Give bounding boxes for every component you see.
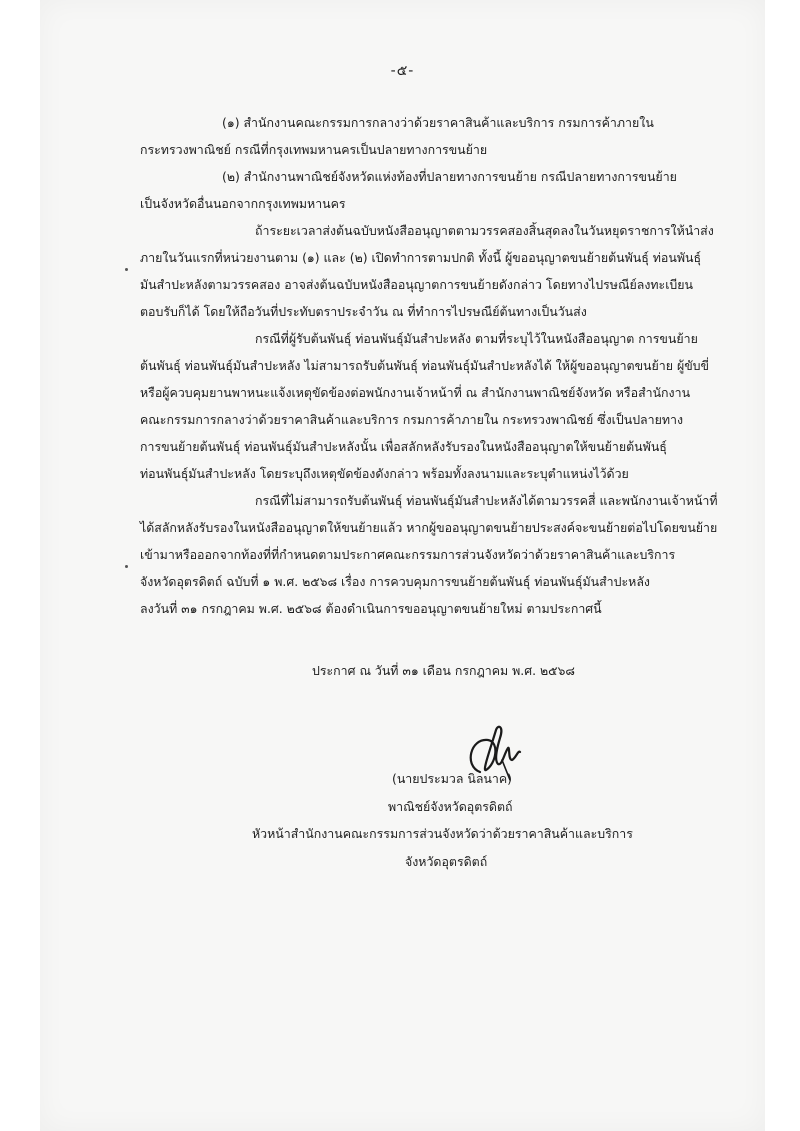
body-line: เป็นจังหวัดอื่นนอกจากกรุงเทพมหานคร (140, 196, 346, 211)
body-line: กรณีที่ไม่สามารถรับต้นพันธุ์ ท่อนพันธุ์มันสำปะหลังได้ตามวรรคสี่ และพนักงานเจ้าหน้าที่ (255, 493, 718, 508)
body-line: ถ้าระยะเวลาส่งต้นฉบับหนังสืออนุญาตตามวรรคสองสิ้นสุดลงในวันหยุดราชการให้นำส่ง (255, 223, 714, 238)
signatory-province: จังหวัดอุตรดิตถ์ (405, 854, 488, 869)
document-page (40, 0, 765, 1131)
body-line: เข้ามาหรือออกจากท้องที่ที่กำหนดตามประกาศคณะกรรมการส่วนจังหวัดว่าด้วยราคาสินค้าและบริการ (140, 547, 676, 562)
body-line: มันสำปะหลังตามวรรคสอง อาจส่งต้นฉบับหนังสืออนุญาตการขนย้ายดังกล่าว โดยทางไปรษณีย์ลงทะเบียน (140, 277, 694, 292)
signatory-title: หัวหน้าสำนักงานคณะกรรมการส่วนจังหวัดว่าด้วยราคาสินค้าและบริการ (252, 826, 633, 841)
body-line: ภายในวันแรกที่หน่วยงานตาม (๑) และ (๒) เปิดทำการตามปกติ ทั้งนี้ ผู้ขออนุญาตขนย้ายต้นพันธุ์ ท่อนพันธุ์ (140, 250, 702, 265)
body-line: การขนย้ายต้นพันธุ์ ท่อนพันธุ์มันสำปะหลังนั้น เพื่อสลักหลังรับรองในหนังสืออนุญาตให้ขนย้ายต้นพันธุ์ (140, 439, 667, 454)
announcement-date: ประกาศ ณ วันที่ ๓๑ เดือน กรกฎาคม พ.ศ. ๒๕๖๘ (312, 663, 575, 678)
scan-speck (125, 268, 128, 271)
body-line: ท่อนพันธุ์มันสำปะหลัง โดยระบุถึงเหตุขัดข้องดังกล่าว พร้อมทั้งลงนามและระบุตำแหน่งไว้ด้วย (140, 466, 629, 481)
signatory-position: พาณิชย์จังหวัดอุตรดิตถ์ (388, 799, 513, 814)
body-line: ต้นพันธุ์ ท่อนพันธุ์มันสำปะหลัง ไม่สามารถรับต้นพันธุ์ ท่อนพันธุ์มันสำปะหลังได้ ให้ผู้ขออนุญาตขนย้าย ผู้ขับขี่ (140, 358, 710, 373)
body-line: หรือผู้ควบคุมยานพาหนะแจ้งเหตุขัดข้องต่อพนักงานเจ้าหน้าที่ ณ สำนักงานพาณิชย์จังหวัด หรือสำนักงาน (140, 385, 691, 400)
signatory-name: (นายประมวล นิลนาค) (392, 771, 512, 786)
body-line: (๒) สำนักงานพาณิชย์จังหวัดแห่งท้องที่ปลายทางการขนย้าย กรณีปลายทางการขนย้าย (222, 169, 677, 184)
body-line: ตอบรับก็ได้ โดยให้ถือวันที่ประทับตราประจำวัน ณ ที่ทำการไปรษณีย์ต้นทางเป็นวันส่ง (140, 304, 587, 319)
scan-speck (125, 565, 128, 568)
body-line: คณะกรรมการกลางว่าด้วยราคาสินค้าและบริการ กรมการค้าภายใน กระทรวงพาณิชย์ ซึ่งเป็นปลายทาง (140, 412, 684, 427)
body-line: ลงวันที่ ๓๑ กรกฎาคม พ.ศ. ๒๕๖๘ ต้องดำเนินการขออนุญาตขนย้ายใหม่ ตามประกาศนี้ (140, 601, 602, 616)
body-line: ได้สลักหลังรับรองในหนังสืออนุญาตให้ขนย้ายแล้ว หากผู้ขออนุญาตขนย้ายประสงค์จะขนย้ายต่อไปโดยขนย้าย (140, 520, 718, 535)
body-line: (๑) สำนักงานคณะกรรมการกลางว่าด้วยราคาสินค้าและบริการ กรมการค้าภายใน (222, 115, 654, 130)
body-line: จังหวัดอุตรดิตถ์ ฉบับที่ ๑ พ.ศ. ๒๕๖๘ เรื่อง การควบคุมการขนย้ายต้นพันธุ์ ท่อนพันธุ์มันสำปะหลัง (140, 574, 650, 589)
body-line: กระทรวงพาณิชย์ กรณีที่กรุงเทพมหานครเป็นปลายทางการขนย้าย (140, 142, 488, 157)
page-number: -๕- (390, 63, 415, 79)
body-line: กรณีที่ผู้รับต้นพันธุ์ ท่อนพันธุ์มันสำปะหลัง ตามที่ระบุไว้ในหนังสืออนุญาต การขนย้าย (255, 331, 698, 346)
